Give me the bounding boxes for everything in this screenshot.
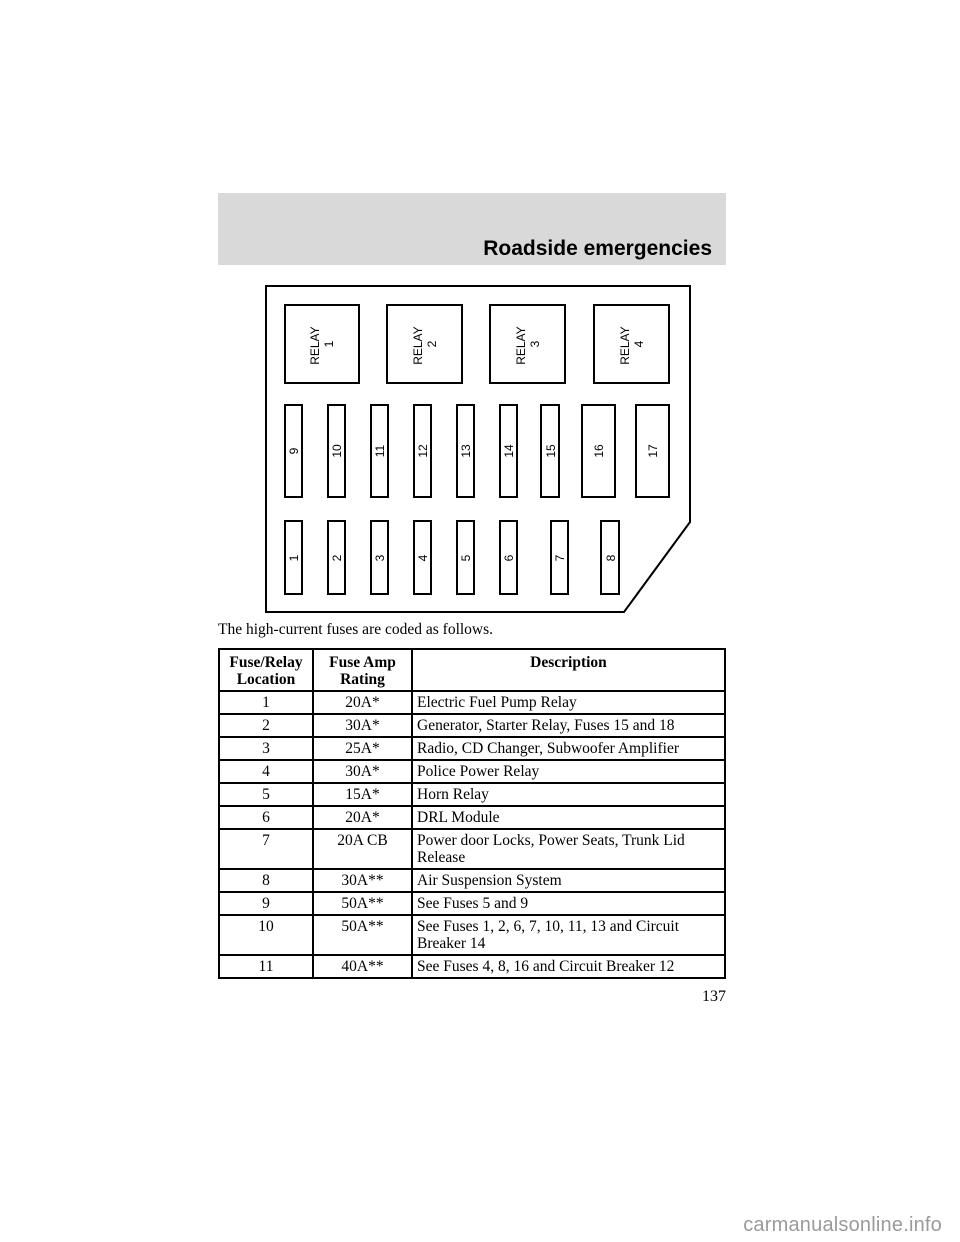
section-title: Roadside emergencies	[483, 237, 712, 260]
fuse-6	[500, 521, 517, 594]
fuse-7	[551, 521, 568, 594]
cell-description: Police Power Relay	[412, 760, 725, 783]
cell-description: Power door Locks, Power Seats, Trunk Lid Release	[412, 829, 725, 869]
fuse-3	[371, 521, 388, 594]
cell-rating: 20A*	[313, 691, 412, 714]
cell-rating: 20A CB	[313, 829, 412, 869]
cell-location: 11	[219, 955, 313, 978]
table-row	[219, 691, 725, 714]
header-rating	[313, 649, 412, 691]
fuse-1-label: 1	[287, 554, 301, 562]
fuse-12-label: 12	[416, 444, 430, 458]
cell-rating: 30A*	[313, 714, 412, 737]
cell-location: 9	[219, 892, 313, 915]
header-rating-line2: Rating	[340, 671, 385, 688]
fuse-4	[414, 521, 431, 594]
fuse-1	[285, 521, 302, 594]
relay-3	[490, 305, 565, 383]
fuse-7-label: 7	[553, 554, 567, 562]
table-row	[219, 737, 725, 760]
fuse-11	[371, 405, 388, 497]
cell-rating: 50A**	[313, 892, 412, 915]
fuse-13	[457, 405, 474, 497]
cell-location: 3	[219, 737, 313, 760]
cell-description: See Fuses 1, 2, 6, 7, 10, 11, 13 and Circuit Breaker 14	[412, 915, 725, 955]
fuse-16-label: 16	[592, 444, 606, 458]
fuse-17	[636, 405, 669, 497]
relay-2-number: 2	[425, 340, 439, 348]
header-location	[219, 649, 313, 691]
relay-1	[285, 305, 359, 383]
fuse-10-label: 10	[330, 444, 344, 458]
fuse-6-label: 6	[502, 554, 516, 562]
fuse-9	[285, 405, 302, 497]
fuse-14-label: 14	[502, 444, 516, 458]
cell-rating: 25A*	[313, 737, 412, 760]
cell-location: 1	[219, 691, 313, 714]
table-row	[219, 714, 725, 737]
watermark-link[interactable]: carmanualsonline.info	[743, 1214, 942, 1236]
table-row	[219, 806, 725, 829]
cell-description: Air Suspension System	[412, 869, 725, 892]
fuse-5	[457, 521, 474, 594]
fuse-9-label: 9	[287, 447, 301, 455]
table-row	[219, 783, 725, 806]
fuse-10	[328, 405, 345, 497]
relay-2	[387, 305, 462, 383]
table-row	[219, 892, 725, 915]
relay-3-label: RELAY	[514, 326, 528, 365]
fuse-box-diagram	[0, 0, 960, 620]
cell-description: Horn Relay	[412, 783, 725, 806]
cell-description: Radio, CD Changer, Subwoofer Amplifier	[412, 737, 725, 760]
cell-rating: 40A**	[313, 955, 412, 978]
fuse-4-label: 4	[416, 554, 430, 562]
cell-location: 7	[219, 829, 313, 869]
fuse-3-label: 3	[373, 554, 387, 562]
table-header-row	[219, 649, 725, 691]
relay-4-label: RELAY	[618, 326, 632, 365]
header-location-line2: Location	[236, 671, 296, 688]
cell-location: 4	[219, 760, 313, 783]
fuse-12	[414, 405, 431, 497]
fuse-15	[541, 405, 559, 497]
cell-description: See Fuses 5 and 9	[412, 892, 725, 915]
cell-location: 8	[219, 869, 313, 892]
cell-rating: 50A**	[313, 915, 412, 955]
svg-text:RELAY 2	[411, 323, 439, 365]
cell-rating: 30A**	[313, 869, 412, 892]
fuse-17-label: 17	[646, 444, 660, 458]
svg-text:RELAY 3	[514, 323, 542, 365]
relay-2-label: RELAY	[411, 326, 425, 365]
cell-rating: 20A*	[313, 806, 412, 829]
relay-4-number: 4	[632, 340, 646, 348]
cell-description: See Fuses 4, 8, 16 and Circuit Breaker 12	[412, 955, 725, 978]
svg-text:RELAY 4	[618, 323, 646, 365]
cell-rating: 15A*	[313, 783, 412, 806]
table-row	[219, 955, 725, 978]
table-row	[219, 829, 725, 869]
cell-description: Electric Fuel Pump Relay	[412, 691, 725, 714]
relay-1-number: 1	[322, 340, 336, 348]
fuse-8	[601, 521, 619, 594]
fuse-15-label: 15	[544, 444, 558, 458]
header-location-line1: Fuse/Relay	[229, 654, 303, 671]
fuse-14	[500, 405, 517, 497]
page-number: 137	[702, 988, 726, 1005]
cell-location: 6	[219, 806, 313, 829]
relay-4	[594, 305, 669, 383]
fuse-8-label: 8	[604, 554, 618, 562]
header-rating-line1: Fuse Amp	[329, 654, 396, 671]
table-row	[219, 869, 725, 892]
svg-text:RELAY 1	[308, 323, 336, 365]
fuse-2-label: 2	[330, 554, 344, 562]
cell-location: 5	[219, 783, 313, 806]
intro-text: The high-current fuses are coded as follows.	[218, 621, 494, 638]
cell-description: DRL Module	[412, 806, 725, 829]
header-description: Description	[412, 649, 725, 691]
table-row	[219, 915, 725, 955]
fuse-13-label: 13	[459, 444, 473, 458]
cell-location: 10	[219, 915, 313, 955]
fuse-2	[328, 521, 345, 594]
relay-1-label: RELAY	[308, 326, 322, 365]
relay-3-number: 3	[528, 340, 542, 348]
high-current-fuse-table	[218, 648, 726, 979]
cell-location: 2	[219, 714, 313, 737]
fuse-5-label: 5	[459, 554, 473, 562]
cell-description: Generator, Starter Relay, Fuses 15 and 18	[412, 714, 725, 737]
table-row	[219, 760, 725, 783]
cell-rating: 30A*	[313, 760, 412, 783]
fuse-11-label: 11	[373, 444, 387, 458]
fuse-16	[582, 405, 615, 497]
